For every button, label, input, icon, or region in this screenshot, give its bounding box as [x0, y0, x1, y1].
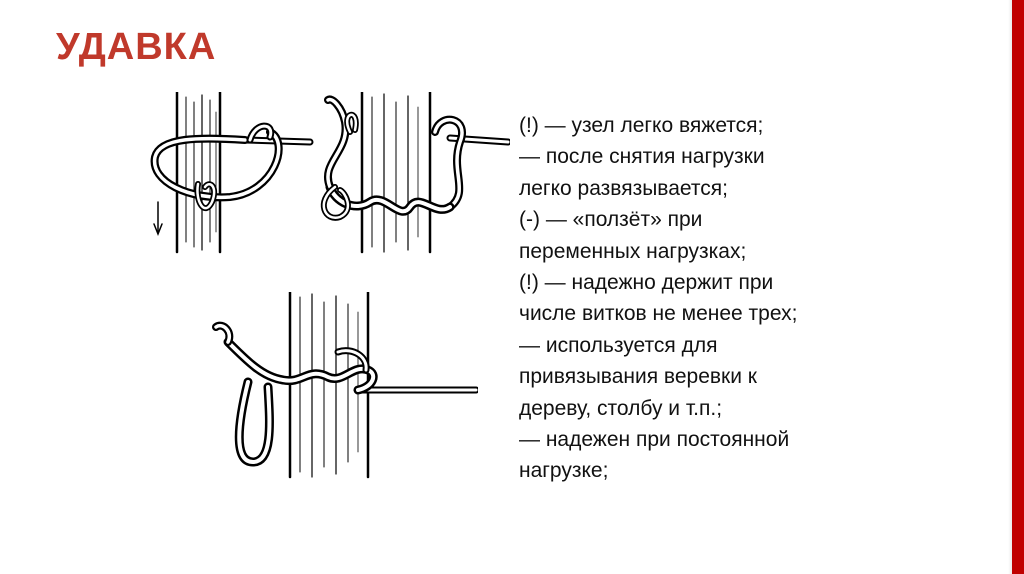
accent-bar — [1012, 0, 1024, 574]
knot-description — [519, 110, 879, 487]
description-line: дереву, столбу и т.п.; — [519, 396, 723, 420]
description-line: (!) — узел легко вяжется; — [519, 114, 764, 137]
slide-title: УДАВКА — [56, 26, 217, 68]
description-line: — после снятия нагрузки — [519, 145, 765, 169]
description-line: переменных нагрузках; — [519, 239, 747, 263]
description-line: (!) — надежно держит при — [519, 271, 774, 295]
knot-illustration-2 — [310, 92, 510, 262]
description-line: нагрузке; — [519, 459, 609, 483]
description-line: (-) — «ползёт» при — [519, 208, 703, 232]
description-line: — надежен при постоянной — [519, 428, 790, 452]
description-line: — используется для — [519, 333, 718, 357]
description-line: числе витков не менее трех; — [519, 302, 798, 326]
knot-illustration-3 — [208, 292, 478, 482]
description-line: привязывания веревки к — [519, 365, 757, 389]
knot-illustration-1 — [150, 92, 320, 262]
description-line: легко развязывается; — [519, 176, 728, 200]
